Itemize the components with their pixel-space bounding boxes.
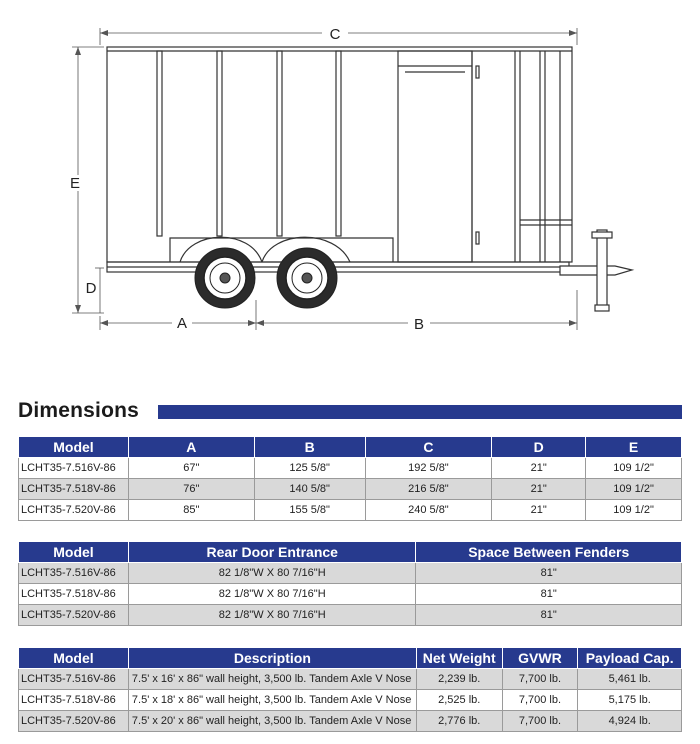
gvwr-cell: 7,700 lb. [502,690,578,711]
col-header-e: E [586,437,682,458]
model-cell: LCHT35-7.518V-86 [19,479,129,500]
model-cell: LCHT35-7.520V-86 [19,711,129,732]
dim-a-cell: 67" [128,458,254,479]
dim-label-d: D [85,280,97,297]
table-row [19,500,682,521]
model-cell: LCHT35-7.518V-86 [19,584,129,605]
rear-door-cell: 82 1/8"W X 80 7/16"H [128,584,415,605]
description-cell: 7.5' x 16' x 86" wall height, 3,500 lb. Tandem Axle V Nose [128,669,416,690]
trailer-body [107,47,572,262]
description-cell: 7.5' x 18' x 86" wall height, 3,500 lb. Tandem Axle V Nose [128,690,416,711]
col-header-c: C [365,437,492,458]
section-title: Dimensions [18,399,140,422]
dim-label-c: C [329,26,341,43]
dim-label-a: A [176,315,188,332]
dim-c-cell: 240 5/8" [365,500,492,521]
dim-e-cell: 109 1/2" [586,479,682,500]
fender-space-cell: 81" [416,563,682,584]
col-header-description: Description [128,648,416,669]
dim-b-cell: 155 5/8" [254,500,365,521]
col-header-model: Model [19,437,129,458]
dim-d-cell: 21" [492,479,586,500]
tongue-jack [597,230,607,310]
fender-space-cell: 81" [416,605,682,626]
model-cell: LCHT35-7.516V-86 [19,563,129,584]
dim-a-cell: 85" [128,500,254,521]
title-rule [158,405,682,419]
col-header-payload: Payload Cap. [578,648,682,669]
dim-e-cell: 109 1/2" [586,500,682,521]
col-header-net-weight: Net Weight [416,648,502,669]
dimensions-table [18,436,682,521]
table-row [19,584,682,605]
wheel-rear [195,248,255,308]
model-cell: LCHT35-7.516V-86 [19,669,129,690]
model-cell: LCHT35-7.516V-86 [19,458,129,479]
net-weight-cell: 2,525 lb. [416,690,502,711]
door-fender-table [18,541,682,626]
dim-a-cell: 76" [128,479,254,500]
net-weight-cell: 2,776 lb. [416,711,502,732]
table-row [19,690,682,711]
weights-table [18,647,682,732]
rear-door-cell: 82 1/8"W X 80 7/16"H [128,605,415,626]
model-cell: LCHT35-7.520V-86 [19,500,129,521]
wheel-front [277,248,337,308]
col-header-model: Model [19,648,129,669]
dim-label-b: B [413,316,425,333]
payload-cell: 5,461 lb. [578,669,682,690]
rear-door-cell: 82 1/8"W X 80 7/16"H [128,563,415,584]
dim-b-cell: 140 5/8" [254,479,365,500]
model-cell: LCHT35-7.518V-86 [19,690,129,711]
table-row [19,711,682,732]
net-weight-cell: 2,239 lb. [416,669,502,690]
fender-space-cell: 81" [416,584,682,605]
gvwr-cell: 7,700 lb. [502,711,578,732]
trailer-diagram [0,0,700,360]
table-row [19,669,682,690]
dim-d-cell: 21" [492,500,586,521]
payload-cell: 5,175 lb. [578,690,682,711]
col-header-fender-space: Space Between Fenders [416,542,682,563]
dim-c-cell: 216 5/8" [365,479,492,500]
gvwr-cell: 7,700 lb. [502,669,578,690]
description-cell: 7.5' x 20' x 86" wall height, 3,500 lb. Tandem Axle V Nose [128,711,416,732]
table-row [19,563,682,584]
table-row [19,605,682,626]
col-header-model: Model [19,542,129,563]
dim-label-e: E [69,175,81,192]
dim-e-cell: 109 1/2" [586,458,682,479]
model-cell: LCHT35-7.520V-86 [19,605,129,626]
dim-b-cell: 125 5/8" [254,458,365,479]
col-header-rear-door: Rear Door Entrance [128,542,415,563]
table-row [19,458,682,479]
col-header-d: D [492,437,586,458]
dim-c-cell: 192 5/8" [365,458,492,479]
table-row [19,479,682,500]
col-header-gvwr: GVWR [502,648,578,669]
col-header-b: B [254,437,365,458]
dim-d-cell: 21" [492,458,586,479]
payload-cell: 4,924 lb. [578,711,682,732]
col-header-a: A [128,437,254,458]
trailer-tongue [560,266,632,275]
